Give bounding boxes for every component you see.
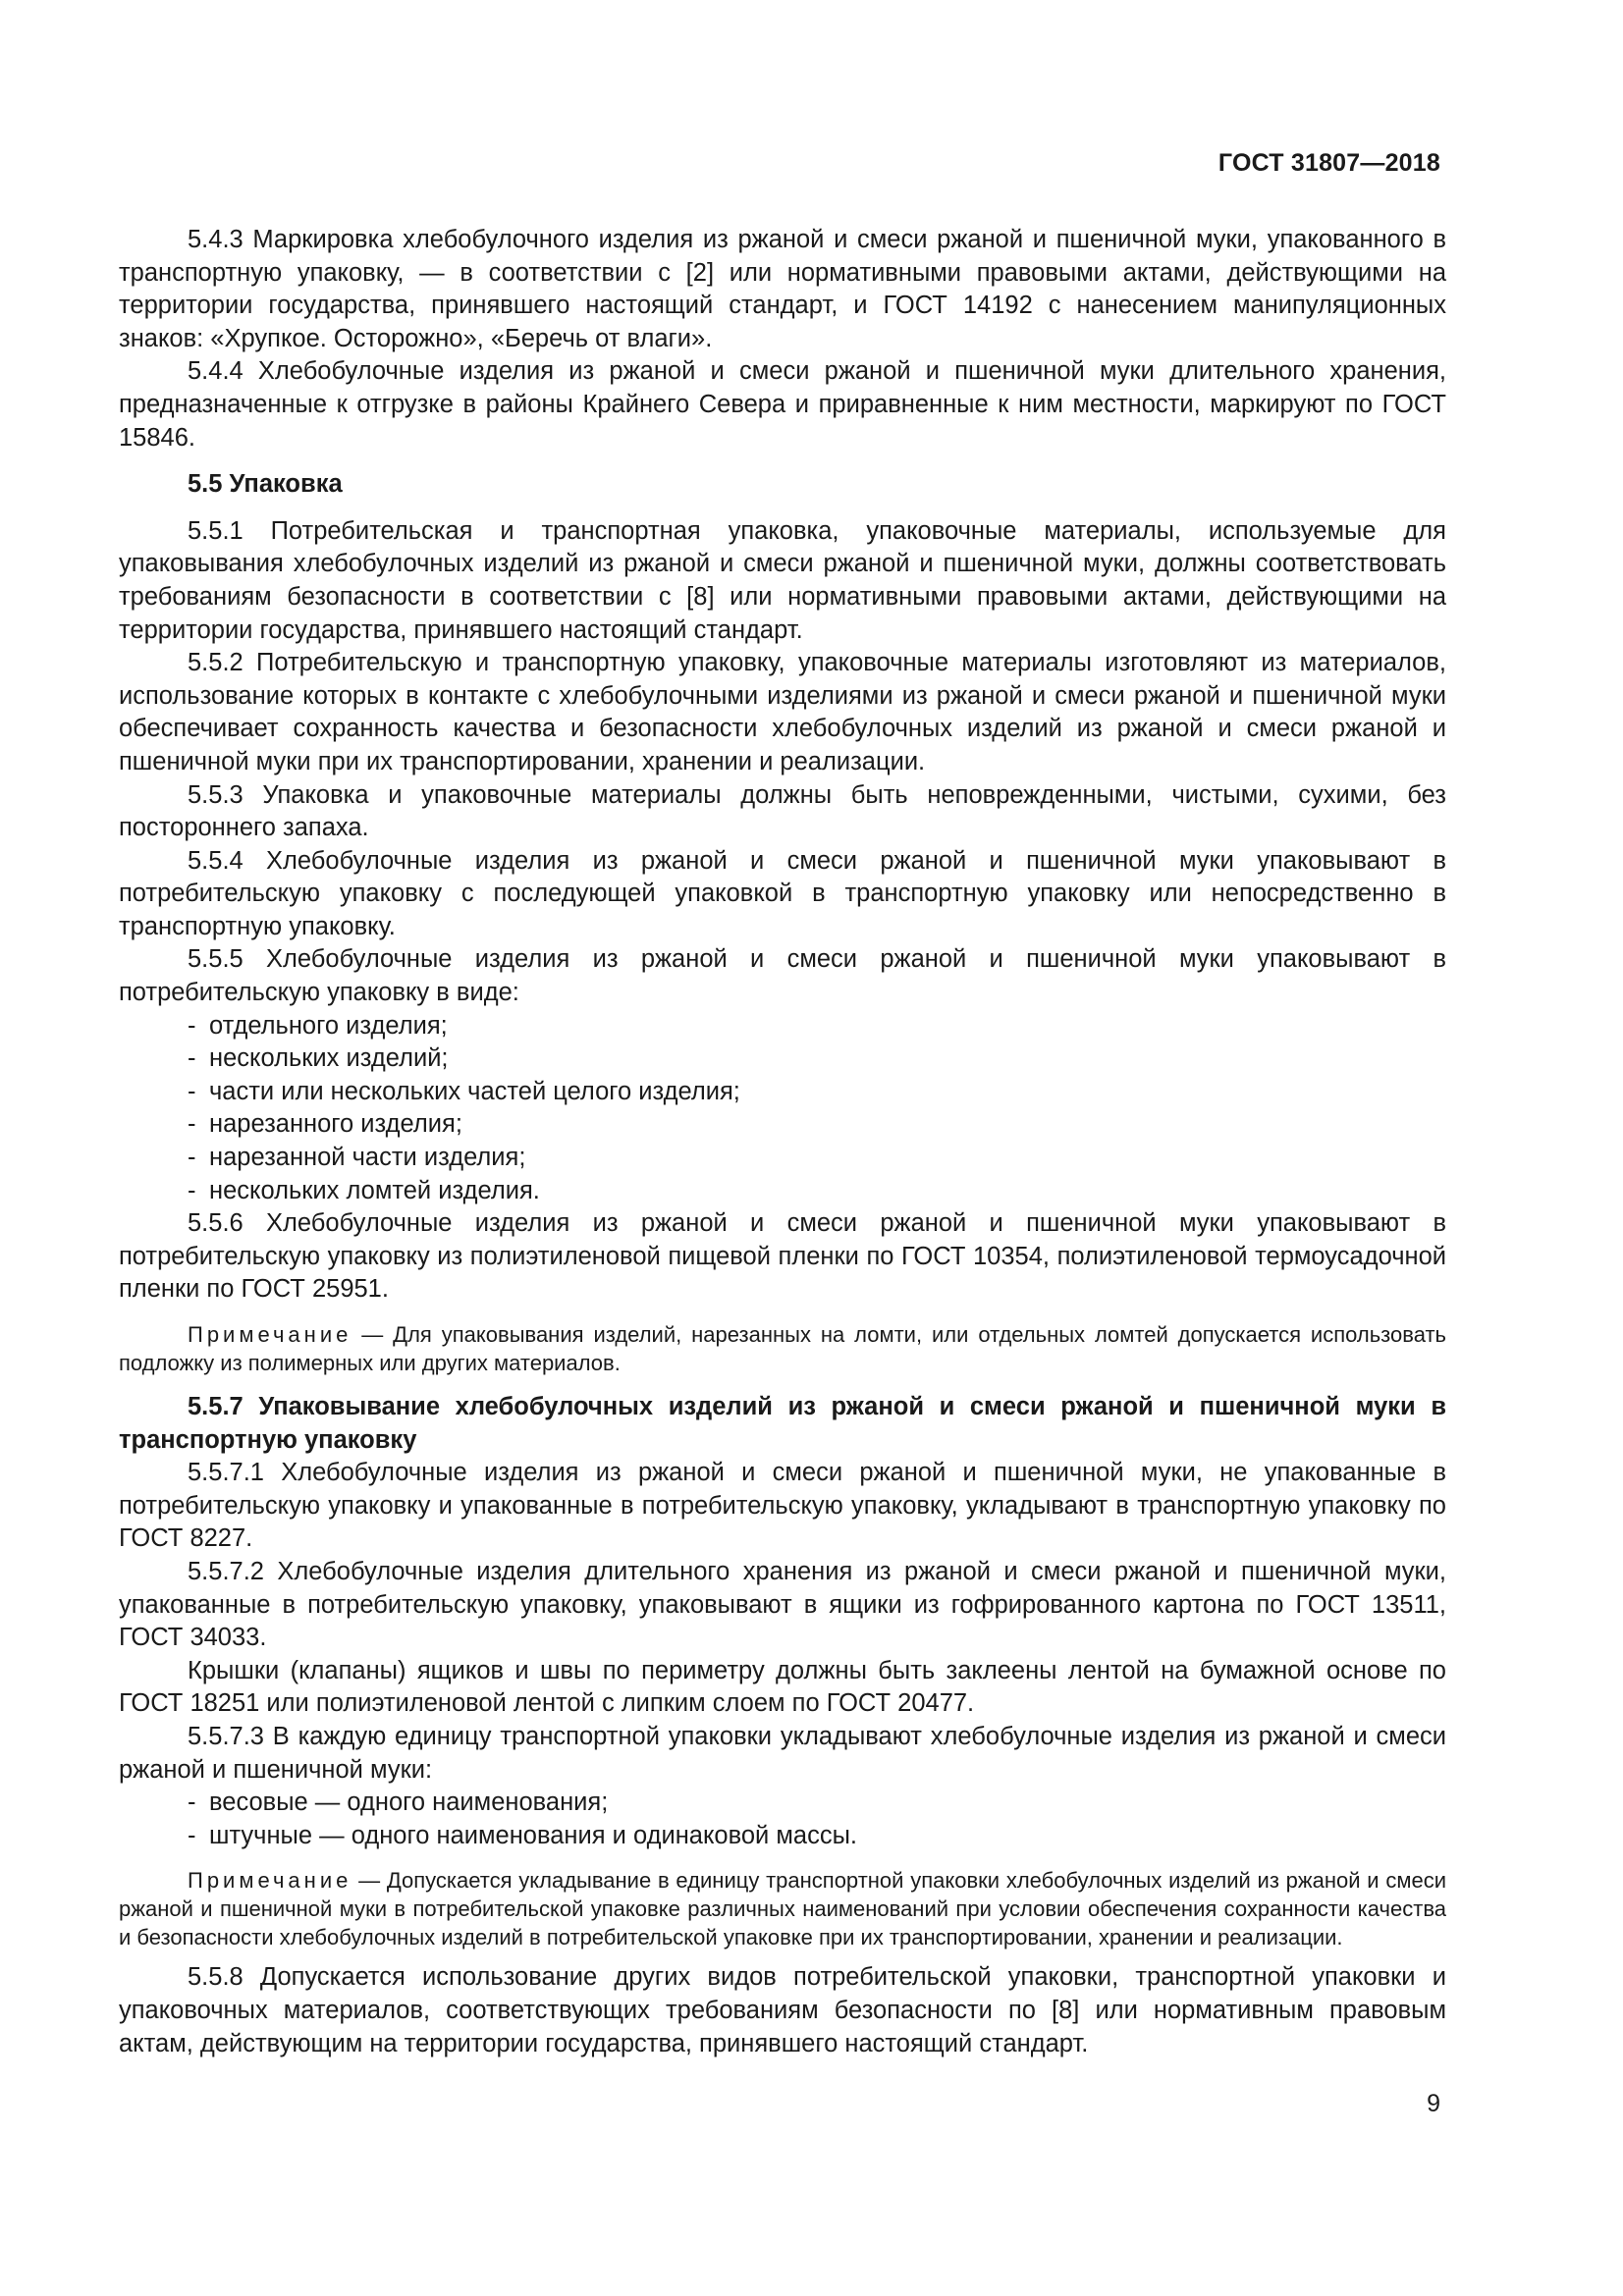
transport-packaging-list — [119, 1787, 1446, 1852]
note-label: Примечание — [188, 1868, 352, 1894]
paragraph-5-4-3: 5.4.3 Маркировка хлебобулочного изделия из ржаной и смеси ржаной и пшеничной муки, упакованного в транспортную упаковку, — в соответствии с [2] или нормативными правовыми актами, действующими на территории государства, принявшего настоящий стандарт, и ГОСТ 14192 с нанесением манипуляционных знаков: «Хрупкое. Осторожно», «Беречь от влаги». — [119, 226, 1446, 352]
paragraph-5-5-7-2-cont: Крышки (клапаны) ящиков и швы по периметру должны быть заклеены лентой на бумажной основе по ГОСТ 18251 или полиэтиленовой лентой с липким слоем по ГОСТ 20477. — [119, 1656, 1446, 1718]
paragraph-5-5-3: 5.5.3 Упаковка и упаковочные материалы должны быть неповрежденными, чистыми, сухими, без постороннего запаха. — [119, 780, 1446, 842]
list-item: - нескольких ломтей изделия. — [188, 1176, 540, 1204]
list-item: - весовые — одного наименования; — [188, 1789, 609, 1817]
paragraph-5-5-2: 5.5.2 Потребительскую и транспортную упаковку, упаковочные материалы изготовляют из материалов, использование которых в контакте с хлебобулочными изделиями из ржаной и смеси ржаной и пшеничной муки обеспечивает сохранность качества и безопасности хлебобулочных изделий из ржаной и смеси ржаной и пшеничной муки при их транспортировании, хранении и реализации. — [119, 649, 1446, 775]
list-item: - отдельного изделия; — [188, 1011, 448, 1040]
page-number: 9 — [1427, 2090, 1440, 2117]
list-item: - части или нескольких частей целого изделия; — [188, 1077, 740, 1105]
paragraph-5-5-7-1: 5.5.7.1 Хлебобулочные изделия из ржаной и смеси ржаной и пшеничной муки, не упакованные в потребительскую упаковку и упакованные в потребительскую упаковку, укладывают в транспортную упаковку по ГОСТ 8227. — [119, 1459, 1446, 1553]
packaging-forms-list — [119, 1010, 1446, 1208]
paragraph-5-5-4: 5.5.4 Хлебобулочные изделия из ржаной и смеси ржаной и пшеничной муки упаковывают в потребительскую упаковку с последующей упаковкой в транспортную упаковку или непосредственно в транспортную упаковку. — [119, 846, 1446, 940]
note-1 — [119, 1320, 1446, 1377]
document-code: ГОСТ 31807—2018 — [1217, 149, 1440, 177]
paragraph-5-5-7-3: 5.5.7.3 В каждую единицу транспортной упаковки укладывают хлебобулочные изделия из ржаной и смеси ржаной и пшеничной муки: — [119, 1722, 1446, 1784]
paragraph-5-5-7-2: 5.5.7.2 Хлебобулочные изделия длительного хранения из ржаной и смеси ржаной и пшеничной муки, упакованные в потребительскую упаковку, упаковывают в ящики из гофрированного картона по ГОСТ 13511, ГОСТ 34033. — [119, 1557, 1446, 1652]
list-item: - нарезанного изделия; — [188, 1110, 462, 1139]
page-body — [119, 224, 1446, 2060]
paragraph-5-5-5: 5.5.5 Хлебобулочные изделия из ржаной и смеси ржаной и пшеничной муки упаковывают в потребительскую упаковку в виде: — [119, 945, 1446, 1007]
paragraph-5-4-4: 5.4.4 Хлебобулочные изделия из ржаной и смеси ржаной и пшеничной муки длительного хранения, предназначенные к отгрузке в районы Крайнего Севера и приравненные к ним местности, маркируют по ГОСТ 15846. — [119, 357, 1446, 452]
paragraph-5-5-8: 5.5.8 Допускается использование других видов потребительской упаковки, транспортной упаковки и упаковочных материалов, соответствующих требованиям безопасности по [8] или нормативным правовым актам, действующим на территории государства, принявшего настоящий стандарт. — [119, 1963, 1446, 2057]
note-text: — Для упаковывания изделий, нарезанных на ломти, или отдельных ломтей допускается использовать подложку из полимерных или других материалов. — [119, 1322, 1446, 1375]
list-item: - штучные — одного наименования и одинаковой массы. — [188, 1821, 857, 1849]
note-2 — [119, 1866, 1446, 1951]
paragraph-5-5-6: 5.5.6 Хлебобулочные изделия из ржаной и смеси ржаной и пшеничной муки упаковывают в потребительскую упаковку из полиэтиленовой пищевой пленки по ГОСТ 10354, полиэтиленовой термоусадочной пленки по ГОСТ 25951. — [119, 1209, 1446, 1304]
list-item: - нескольких изделий; — [188, 1044, 449, 1073]
paragraph-5-5-1: 5.5.1 Потребительская и транспортная упаковка, упаковочные материалы, используемые для упаковывания хлебобулочных изделий из ржаной и смеси ржаной и пшеничной муки, должны соответствовать требованиям безопасности в соответствии с [8] или нормативными правовыми актами, действующими на территории государства, принявшего настоящий стандарт. — [119, 516, 1446, 644]
list-item: - нарезанной части изделия; — [188, 1144, 526, 1172]
section-heading-5-5: 5.5 Упаковка — [188, 470, 343, 499]
note-label: Примечание — [188, 1322, 352, 1347]
section-heading-5-5-7: 5.5.7 Упаковывание хлебобулочных изделий из ржаной и смеси ржаной и пшеничной муки в транспортную упаковку — [119, 1393, 1446, 1454]
note-text: — Допускается укладывание в единицу транспортной упаковки хлебобулочных изделий из ржаной и смеси ржаной и пшеничной муки в потребительской упаковке различных наименований при условии обеспечения сохранности качества и безопасности хлебобулочных изделий в потребительской упаковке при их транспортировании, хранении и реализации. — [119, 1868, 1446, 1950]
